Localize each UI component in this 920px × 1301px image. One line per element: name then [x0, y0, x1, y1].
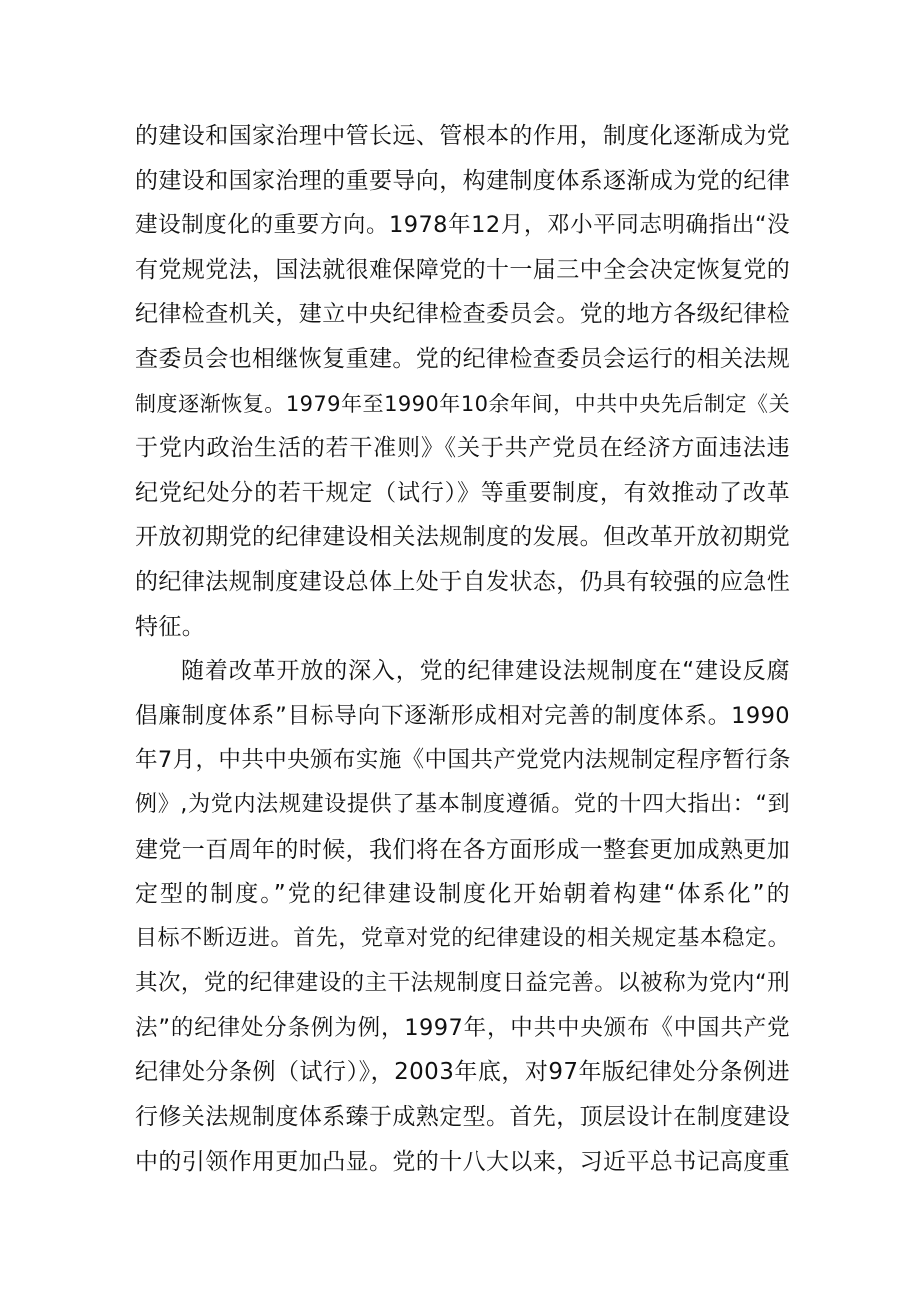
paragraph-2-line: 随着改革开放的深入，党的纪律建设法规制度在“建设反腐 [181, 658, 790, 685]
paragraph-2-line: 定型的制度。”党的纪律建设制度化开始朝着构建“体系化”的 [135, 881, 790, 908]
paragraph-2-line: 建党一百周年的时候，我们将在各方面形成一整套更加成熟更加 [135, 836, 791, 863]
paragraph-2-line: 纪律处分条例（试行）》，2003年底，对97年版纪律处分条例进 [135, 1059, 790, 1086]
paragraph-1-line: 建设制度化的重要方向。1978年12月，邓小平同志明确指出“没 [135, 212, 790, 239]
paragraph-1-line: 纪律检查机关，建立中央纪律检查委员会。党的地方各级纪律检 [135, 301, 791, 328]
paragraph-1-line: 查委员会也相继恢复重建。党的纪律检查委员会运行的相关法规 [135, 345, 791, 372]
paragraph-2-line: 倡廉制度体系”目标导向下逐渐形成相对完善的制度体系。1990 [135, 702, 790, 729]
paragraph-1-line: 的建设和国家治理中管长远、管根本的作用，制度化逐渐成为党 [135, 123, 791, 149]
paragraph-2-line: 其次，党的纪律建设的主干法规制度日益完善。以被称为党内“刑 [135, 970, 790, 997]
paragraph-2-line: 例》,为党内法规建设提供了基本制度遵循。党的十四大指出：“到 [135, 791, 790, 817]
paragraph-1-line: 纪党纪处分的若干规定（试行）》等重要制度，有效推动了改革 [135, 479, 790, 506]
paragraph-1-line: 于党内政治生活的若干准则》《关于共产党员在经济方面违法违 [135, 435, 790, 462]
paragraph-1-line: 的纪律法规制度建设总体上处于自发状态，仍具有较强的应急性 [135, 568, 791, 595]
paragraph-1-line: 制度逐渐恢复。1979年至1990年10余年间，中共中央先后制定《关 [135, 391, 790, 416]
paragraph-2-line: 行修关法规制度体系臻于成熟定型。首先，顶层设计在制度建设 [135, 1104, 791, 1131]
paragraph-1-line: 特征。 [135, 613, 206, 640]
paragraph-2-line: 法”的纪律处分条例为例，1997年，中共中央颁布《中国共产党 [135, 1014, 790, 1041]
paragraph-2-line: 目标不断迈进。首先，党章对党的纪律建设的相关规定基本稳定。 [135, 925, 790, 951]
paragraph-2-line: 年7月，中共中央颁布实施《中国共产党党内法规制定程序暂行条 [135, 747, 791, 774]
paragraph-1-line: 开放初期党的纪律建设相关法规制度的发展。但改革开放初期党 [135, 524, 791, 551]
paragraph-1-line: 的建设和国家治理的重要导向，构建制度体系逐渐成为党的纪律 [135, 167, 791, 194]
paragraph-1-line: 有党规党法，国法就很难保障党的十一届三中全会决定恢复党的 [135, 256, 791, 283]
paragraph-2-line: 中的引领作用更加凸显。党的十八大以来，习近平总书记高度重 [135, 1148, 791, 1175]
body-text [135, 114, 790, 1184]
